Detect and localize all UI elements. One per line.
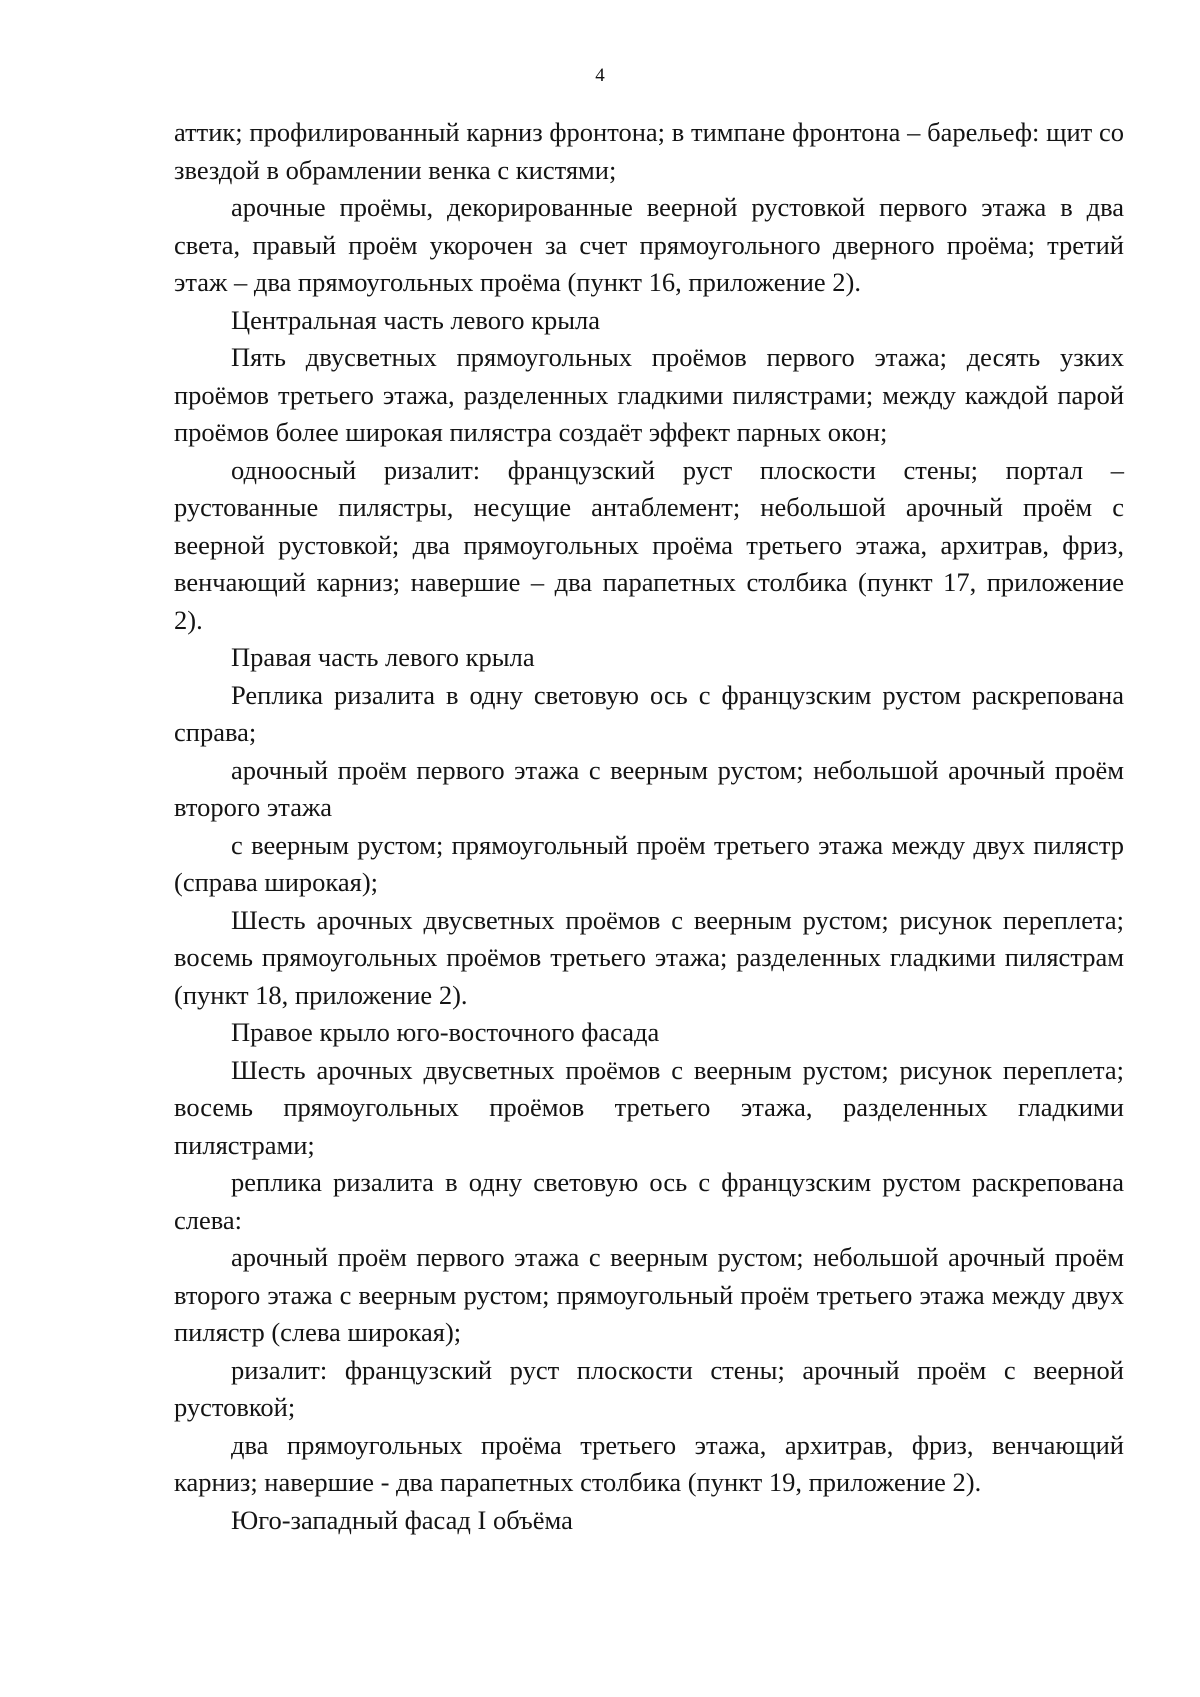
paragraph-two-rectangular-openings: два прямоугольных проёма третьего этажа, архитрав, фриз, венчающий карниз; навершие - два парапетных столбика (пункт 19, приложение 2). [174,1429,1124,1497]
page-number: 4 [595,65,605,86]
paragraph-risalit-french-rust: ризалит: французский руст плоскости стены; арочный проём с веерной рустовкой; [174,1354,1124,1422]
paragraph-six-arched-openings-right-wing: Шесть арочных двусветных проёмов с веерным рустом; рисунок переплета; восемь прямоугольных проёмов третьего этажа, разделенных гладкими пилястрами; [174,1054,1124,1160]
paragraph-arched-opening-first-floor: арочный проём первого этажа с веерным рустом; небольшой арочный проём второго этажа [174,754,1124,822]
section-heading-right-wing-southeast: Правое крыло юго-восточного фасада [231,1017,660,1047]
document-body [174,114,1124,1539]
paragraph-fan-rustication: с веерным рустом; прямоугольный проём третьего этажа между двух пилястр (справа широкая); [174,829,1124,897]
paragraph-arched-opening-left: арочный проём первого этажа с веерным рустом; небольшой арочный проём второго этажа с веерным рустом; прямоугольный проём третьего этажа между двух пилястр (слева широкая); [174,1242,1124,1347]
paragraph-risalit-replica-left: реплика ризалита в одну световую ось с французским рустом раскрепована слева: [174,1167,1124,1235]
paragraph-risalit-replica-right: Реплика ризалита в одну световую ось с французским рустом раскрепована справа; [174,679,1124,747]
section-heading-southwest-facade: Юго-западный фасад I объёма [231,1504,573,1535]
paragraph-five-openings: Пять двусветных прямоугольных проёмов первого этажа; десять узких проёмов третьего этажа, разделенных гладкими пилястрами; между каждой парой проёмов более широкая пилястра создаёт эффект парных окон; [174,342,1124,447]
paragraph-attic: аттик; профилированный карниз фронтона; в тимпане фронтона – барельеф: щит со звездой в обрамлении венка с кистями; [174,117,1124,185]
paragraph-single-axis-risalit: одноосный ризалит: французский руст плоскости стены; портал – рустованные пилястры, несущие антаблемент; небольшой арочный проём с веерной рустовкой; два прямоугольных проёма третьего этажа, архитрав, фриз, венчающий карниз; навершие – два парапетных столбика (пункт 17, приложение 2). [174,454,1124,635]
paragraph-six-arched-openings: Шесть арочных двусветных проёмов с веерным рустом; рисунок переплета; восемь прямоугольных проёмов третьего этажа; разделенных гладкими пилястрам (пункт 18, приложение 2). [174,904,1124,1010]
section-heading-right-part-left-wing: Правая часть левого крыла [231,642,535,672]
section-heading-central-left-wing: Центральная часть левого крыла [231,304,601,335]
paragraph-arched-openings: арочные проёмы, декорированные веерной рустовкой первого этажа в два света, правый проём укорочен за счет прямоугольного дверного проёма; третий этаж – два прямоугольных проёма (пункт 16, приложение 2). [174,192,1124,297]
